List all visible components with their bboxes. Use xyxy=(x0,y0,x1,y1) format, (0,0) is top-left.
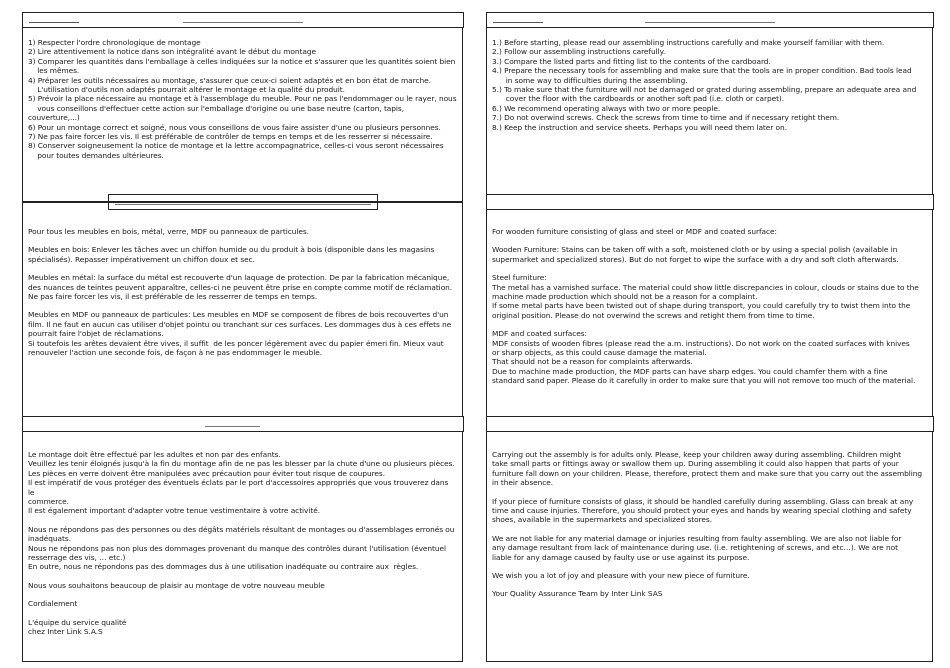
text-line: 8.) Keep the instruction and service sheets. Perhaps you will need them later on. xyxy=(492,122,787,132)
paragraph xyxy=(28,581,457,590)
paragraph xyxy=(28,450,457,516)
text-line: original position. Please do not overwind the screws and retight them from time to time. xyxy=(492,310,815,320)
section-header-bar xyxy=(486,12,934,28)
text-line: Pour tous les meubles en bois, métal, verre, MDF ou panneaux de particules. xyxy=(28,227,309,236)
paragraph xyxy=(28,227,457,236)
text-line: 4) Préparer les outils nécessaires au montage, s'assurer que ceux-ci soient adaptés et en bon état de marche. xyxy=(28,75,431,85)
text-line: 3.) Compare the listed parts and fitting list to the contents of the cardboard. xyxy=(492,56,771,66)
text-line: 2.) Follow our assembling instructions carefully. xyxy=(492,47,666,57)
text-line: Il est également important d'adapter votre tenue vestimentaire à votre activité. xyxy=(28,506,321,516)
paragraph xyxy=(492,571,927,580)
text-line: 6.) We recommend operating always with two or more people. xyxy=(492,103,721,113)
text-line: 6) Pour un montage correct et soigné, nous vous conseillons de vous faire assister d'une ou plusieurs personnes. xyxy=(28,122,441,132)
paragraph xyxy=(492,497,927,525)
header-rule xyxy=(29,22,79,23)
text-line: resserrage des vis, … etc.) xyxy=(28,553,126,563)
text-line: des nuances de teintes peuvent apparaître, celles-ci ne peuvent être prise en compte comme motif de réclamation. xyxy=(28,282,453,292)
text-line: En outre, nous ne répondons pas des dommages dus à une utilisation inadéquate ou contraire aux règles. xyxy=(28,562,419,572)
text-line: renouveler l'action une seconde fois, de façon à ne pas endommager le meuble. xyxy=(28,348,323,358)
english-column xyxy=(486,12,933,662)
paragraph xyxy=(28,245,457,264)
paragraph xyxy=(28,310,457,357)
text-line: furniture fall down on your children. Please, therefore, protect them and make sure that you carry out the assembling xyxy=(492,468,923,478)
text-line: 1.) Before starting, please read our assembling instructions carefully and make yourself familiar with them. xyxy=(492,38,885,47)
text-line: Wooden Furniture: Stains can be taken off with a soft, moistened cloth or by using a special polish (available in xyxy=(492,245,898,255)
section-header-bar xyxy=(486,194,934,210)
header-rule xyxy=(493,22,543,23)
paragraph xyxy=(492,589,927,598)
french-column xyxy=(22,12,463,662)
text-line: Nous ne répondons pas des personnes ou des dégâts matériels résultant de montages ou d'assemblages erronés ou xyxy=(28,524,455,534)
text-line: machine made production which should not be a reason for a complaint. xyxy=(492,292,758,302)
text-line: Carrying out the assembly is for adults only. Please, keep your children away during assembling. Children might xyxy=(492,450,902,459)
text-line: 2) Lire attentivement la notice dans son intégralité avant le début du montage xyxy=(28,47,316,57)
text-line: cover the floor with the cardboards or another soft pad (i.e. cloth or carpet). xyxy=(492,94,785,104)
text-line: 4.) Prepare the necessary tools for assembling and make sure that the tools are in proper condition. Bad tools lead xyxy=(492,66,912,76)
text-line: Nous vous souhaitons beaucoup de plaisir au montage de votre nouveau meuble xyxy=(28,580,325,590)
paragraph xyxy=(492,450,927,488)
assembly-steps-en xyxy=(492,38,927,132)
text-line: Si toutefois les arêtes devaient être vives, il suffit de les poncer légèrement avec du papier émeri fin. Mieux vaut xyxy=(28,338,444,348)
text-line: Meubles en bois: Enlever les tâches avec un chiffon humide ou du produit à bois (disponible dans les magasins xyxy=(28,245,435,255)
assembly-steps-fr xyxy=(28,38,457,160)
text-line: 3) Comparer les quantités dans l'emballage à celles indiquées sur la notice et s'assurer que les quantités soient bien xyxy=(28,56,456,66)
section-header-bar xyxy=(486,416,934,432)
text-line: The metal has a varnished surface. The material could show little discrepancies in colour, clouds or stains due to the xyxy=(492,282,919,292)
paragraph xyxy=(28,525,457,572)
text-line: standard sand paper. Please do it carefully in order to make sure that you will not remove too much of the material. xyxy=(492,376,916,386)
text-line: or sharp objects, as this could cause damage the material. xyxy=(492,348,707,358)
care-instructions-fr xyxy=(28,227,457,357)
text-line: pour toutes demandes ultérieures. xyxy=(28,150,164,160)
text-line: For wooden furniture consisting of glass and steel or MDF and coated surface: xyxy=(492,227,777,236)
text-line: les mêmes. xyxy=(28,66,80,76)
paragraph xyxy=(492,273,927,320)
text-line: 5.) To make sure that the furniture will not be damaged or grated during assembling, prepare an adequate area and xyxy=(492,85,917,95)
text-line: Veuillez les tenir éloignés jusqu'à la fin du montage afin de ne pas les blesser par la chute d'une ou plusieurs pièces. xyxy=(28,459,455,469)
text-line: supermarket and specialized stores). But do not forget to wipe the surface with a dry and soft cloth afterwards. xyxy=(492,254,899,264)
text-line: film. Il ne faut en aucun cas utiliser d'objet pointu ou tranchant sur ces surfaces. Les dommages dus à ces effets ne xyxy=(28,319,452,329)
header-rule xyxy=(205,426,260,427)
paragraph xyxy=(28,618,457,637)
text-line: Les pièces en verre doivent être manipulées avec précaution pour éviter tout risque de coupures. xyxy=(28,468,386,478)
text-line: 5) Prévoir la place nécessaire au montage et à l'assemblage du meuble. Pour ne pas l'endommager ou le rayer, nous xyxy=(28,94,457,104)
text-line: Your Quality Assurance Team by Inter Link SAS xyxy=(492,589,663,599)
text-line: MDF and coated surfaces: xyxy=(492,329,587,339)
text-line: take small parts or fittings away or swallow them up. During assembling it could also happen that parts of your xyxy=(492,459,899,469)
text-line: 8) Conserver soigneusement la notice de montage et la lettre accompagnatrice, celles-ci vous seront nécessaires xyxy=(28,141,444,151)
text-line: We wish you a lot of joy and pleasure with your new piece of furniture. xyxy=(492,571,750,581)
text-line: Steel furniture: xyxy=(492,273,547,283)
text-line: any damage resultant from lack of maintenance during use. (i.e. retightening of screws, and etc…). We are not xyxy=(492,543,898,553)
section-header-bar xyxy=(22,416,464,432)
text-line: liable for any damage caused by faulty use or use against its purpose. xyxy=(492,552,750,562)
text-line: Il est impératif de vous protéger des éventuels éclats par le port d'accessoires appropriés que vous trouverez dans le xyxy=(28,478,451,497)
paragraph xyxy=(492,245,927,264)
text-line: spécialisés). Repasser impérativement un chiffon doux et sec. xyxy=(28,254,255,264)
header-rule xyxy=(115,204,371,205)
text-line: commerce. xyxy=(28,497,69,507)
care-instructions-en xyxy=(492,227,927,386)
text-line: That should not be a reason for complaints afterwards. xyxy=(492,357,693,367)
text-line: MDF consists of wooden fibres (please read the a.m. instructions). Do not work on the coated surfaces with knives xyxy=(492,338,910,348)
text-line: inadéquats. xyxy=(28,534,71,544)
text-line: Cordialement xyxy=(28,599,78,609)
text-line: vous conseillons d'effectuer cette action sur l'emballage d'origine ou une base neutre (carton, tapis, couverture,...) xyxy=(28,103,407,123)
safety-notice-en xyxy=(492,450,927,599)
text-line: time and cause injuries. Therefore, you should protect your eyes and hands by wearing special clothing and safety xyxy=(492,506,912,516)
text-line: 1) Respecter l'ordre chronologique de montage xyxy=(28,38,201,47)
safety-notice-fr xyxy=(28,450,457,637)
text-line: L'utilisation d'outils non adaptés pourrait altérer le montage et la qualité du produit. xyxy=(28,85,345,95)
paragraph xyxy=(492,329,927,385)
text-line: 7.) Do not overwind screws. Check the screws from time to time and if necessary retight them. xyxy=(492,113,840,123)
text-line: If some metal parts have been twisted out of shape during transport, you could carefully try to twist them into the xyxy=(492,301,911,311)
paragraph xyxy=(28,273,457,301)
text-line: in some way to difficulties during the assembling. xyxy=(492,75,688,85)
text-line: L'équipe du service qualité xyxy=(28,617,127,627)
text-line: Nous ne répondons pas non plus des dommages provenant du manque des contrôles durant l'utilisation (éventuel xyxy=(28,543,447,553)
paragraph xyxy=(28,599,457,608)
text-line: Le montage doit être effectué par les adultes et non par des enfants. xyxy=(28,450,281,459)
section-header-bar xyxy=(22,12,464,28)
paragraph xyxy=(492,227,927,236)
text-line: 7) Ne pas faire forcer les vis. Il est préférable de contrôler de temps en temps et de les resserrer si nécessaire. xyxy=(28,132,433,142)
text-line: Meubles en métal: la surface du métal est recouverte d'un laquage de protection. De par la fabrication mécanique, xyxy=(28,273,450,283)
text-line: Meubles en MDF ou panneaux de particules: Les meubles en MDF se composent de fibres de bois recouvertes d'un xyxy=(28,310,449,320)
text-line: If your piece of furniture consists of glass, it should be handled carefully during assembling. Glass can break at any xyxy=(492,496,914,506)
text-line: in their absence. xyxy=(492,478,554,488)
text-line: We are not liable for any material damage or injuries resulting from faulty assembling. We are also not liable for xyxy=(492,533,902,543)
text-line: pourrait faire l'objet de réclamations. xyxy=(28,329,164,339)
section-divider xyxy=(22,201,463,203)
text-line: Due to machine made production, the MDF parts can have sharp edges. You could chamfer them with a fine xyxy=(492,366,888,376)
text-line: chez Inter Link S.A.S xyxy=(28,627,103,637)
header-rule xyxy=(645,22,775,23)
text-line: Ne pas faire forcer les vis, il est préférable de les resserrer de temps en temps. xyxy=(28,292,318,302)
text-line: shoes, available in the supermarkets and specialized stores. xyxy=(492,515,712,525)
header-rule xyxy=(183,22,303,23)
paragraph xyxy=(492,534,927,562)
